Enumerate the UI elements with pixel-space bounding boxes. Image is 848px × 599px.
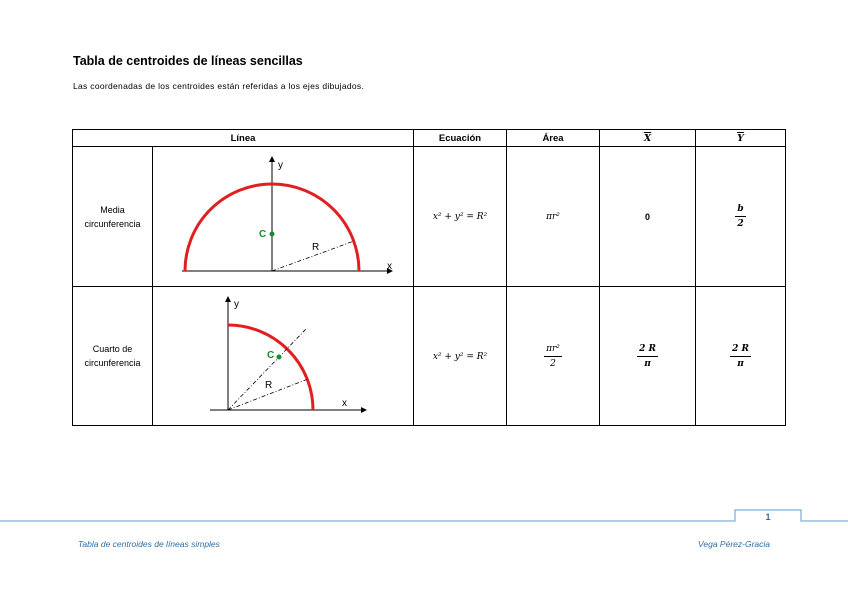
x-axis-label: x: [342, 398, 347, 409]
xbar-cell: $\frac{2 R}{\pi}$: [600, 287, 696, 426]
equation-cell: x² + y² = R²: [414, 147, 507, 287]
page-subtitle: Las coordenadas de los centroides están referidas a los ejes dibujados.: [73, 81, 365, 91]
radius-label: R: [312, 241, 320, 253]
y-axis-label: y: [278, 159, 283, 171]
centroid-label: C: [267, 350, 275, 361]
header-linea: Línea: [73, 130, 414, 147]
x-axis-label: x: [387, 260, 392, 272]
equation-cell: x² + y² = R²: [414, 287, 507, 426]
page-number: 1: [765, 512, 771, 522]
radius-label: R: [265, 380, 273, 391]
header-area: Área: [507, 130, 600, 147]
footer-right-text: Vega Pérez-Gracia: [698, 539, 770, 549]
row-name: Media circunferencia: [73, 147, 153, 287]
area-cell: $\frac{\text{πr²}}{2}$: [507, 287, 600, 426]
header-ecuacion: Ecuación: [414, 130, 507, 147]
centroid-label: C: [259, 228, 267, 240]
footer-left-text: Tabla de centroides de líneas simples: [78, 539, 220, 549]
y-axis-label: y: [234, 299, 239, 310]
ybar-cell: $\frac{2 R}{\pi}$: [696, 287, 786, 426]
header-ybar: $\overline{Y}$: [696, 130, 786, 147]
header-xbar: $\overline{X}$: [600, 130, 696, 147]
row-name: Cuarto de circunferencia: [73, 287, 153, 426]
xbar-cell: 0: [600, 147, 696, 287]
page-title: Tabla de centroides de líneas sencillas: [73, 54, 303, 68]
ybar-cell: $\frac{b}{2}$: [696, 147, 786, 287]
area-cell: πr²: [507, 147, 600, 287]
